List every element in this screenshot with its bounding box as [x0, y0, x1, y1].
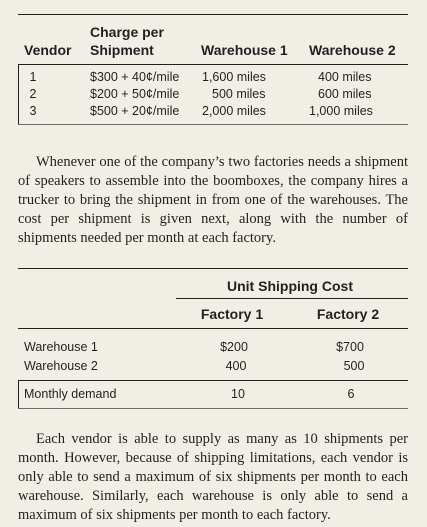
table2-header-rule — [18, 328, 408, 329]
cost-w2-f1: 400 — [225, 359, 247, 373]
header-vendor: Vendor — [24, 42, 72, 58]
vendor-1-warehouse-2: 400 miles — [318, 70, 372, 84]
row-left-border — [18, 64, 19, 124]
vendor-1: 1 — [29, 70, 37, 84]
row-label-monthly-demand: Monthly demand — [24, 387, 117, 401]
header-warehouse-1: Warehouse 1 — [201, 42, 288, 58]
cost-w1-f1: $200 — [220, 340, 248, 354]
header-charge-line2: Shipment — [90, 42, 154, 58]
demand-factory-1: 10 — [231, 387, 245, 401]
header-factory-2: Factory 2 — [316, 306, 380, 322]
row-label-warehouse-1: Warehouse 1 — [24, 340, 98, 354]
header-charge-line1: Charge per — [90, 24, 164, 40]
table2-bottom-rule — [18, 408, 408, 409]
charge-2: $200 + 50¢/mile — [90, 87, 180, 101]
shipping-cost-table — [18, 268, 408, 408]
demand-top-rule — [18, 380, 408, 381]
demand-left-border — [18, 380, 19, 408]
paragraph-constraints: Each vendor is able to supply as many as 10 shipments per month. However, because of shipping limitations, each vendor is only able to send a maximum of six shipments per month to each warehouse. Similarly, each warehouse is only able to send a maximum of six shipments per month to each factory. — [18, 431, 408, 523]
header-factory-1: Factory 1 — [200, 306, 264, 322]
demand-factory-2: 6 — [347, 387, 355, 401]
table-top-rule — [18, 14, 408, 15]
cost-w1-f2: $700 — [336, 340, 364, 354]
title-underline — [176, 298, 408, 299]
vendor-3: 3 — [29, 104, 37, 118]
paragraph-factories: Whenever one of the company’s two factories needs a shipment of speakers to assemble into the boomboxes, the company hires a trucker to bring the shipment in from one of the warehouses. The cost per shipment is given next, along with the number of shipments needed per month at each factory. — [18, 154, 408, 246]
charge-1: $300 + 40¢/mile — [90, 70, 180, 84]
header-bottom-rule — [18, 64, 408, 65]
vendor-2: 2 — [29, 87, 37, 101]
table2-top-rule — [18, 268, 408, 269]
row-label-warehouse-2: Warehouse 2 — [24, 359, 98, 373]
vendor-3-warehouse-1: 2,000 miles — [202, 104, 266, 118]
cost-w2-f2: 500 — [343, 359, 365, 373]
vendor-2-warehouse-2: 600 miles — [318, 87, 372, 101]
header-warehouse-2: Warehouse 2 — [309, 42, 396, 58]
table-bottom-rule — [18, 124, 408, 125]
charge-3: $500 + 20¢/mile — [90, 104, 180, 118]
vendor-2-warehouse-1: 500 miles — [212, 87, 266, 101]
vendor-3-warehouse-2: 1,000 miles — [309, 104, 373, 118]
vendor-1-warehouse-1: 1,600 miles — [202, 70, 266, 84]
shipping-table-title: Unit Shipping Cost — [227, 278, 353, 294]
